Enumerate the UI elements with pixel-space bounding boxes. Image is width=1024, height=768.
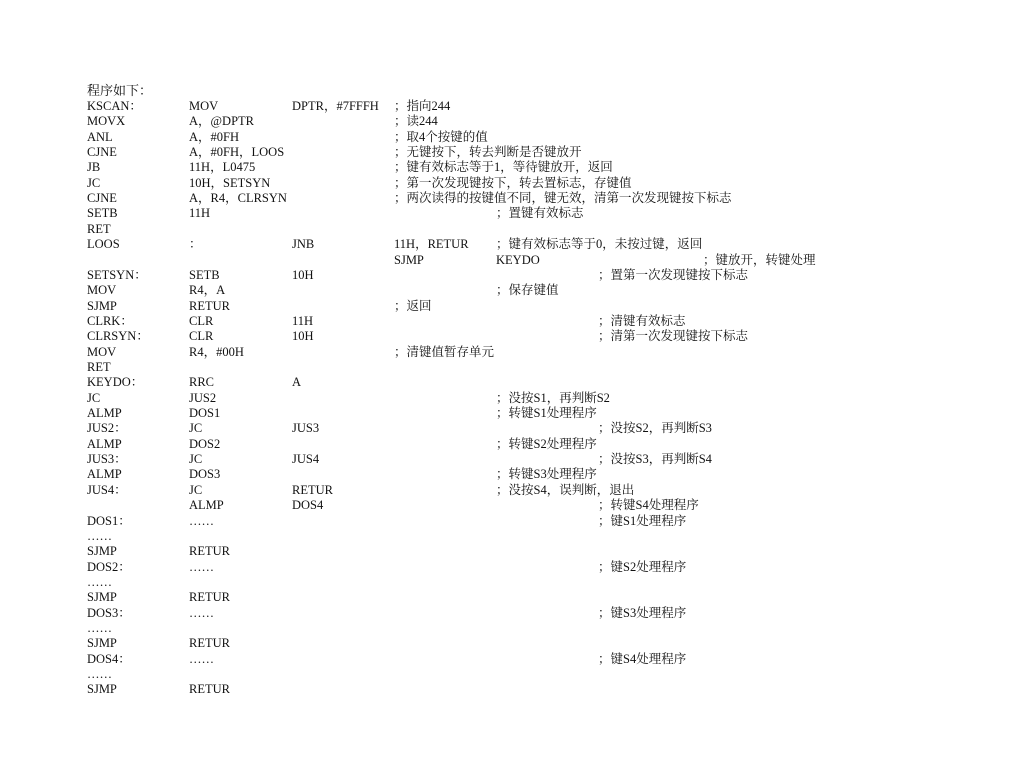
listing-cell: ；置键有效标志 bbox=[496, 206, 584, 221]
listing-cell: ；没按S4，误判断，退出 bbox=[496, 482, 635, 497]
listing-cell: MOV bbox=[87, 344, 117, 359]
listing-cell: CLR bbox=[189, 313, 214, 328]
listing-cell: SJMP bbox=[87, 544, 117, 559]
listing-cell: DOS4 bbox=[292, 498, 324, 513]
listing-cell: SJMP bbox=[87, 590, 117, 605]
listing-cell: CJNE bbox=[87, 191, 117, 206]
listing-cell: 10H，SETSYN bbox=[189, 175, 271, 190]
listing-cell: RETUR bbox=[292, 482, 333, 497]
listing-cell: JC bbox=[189, 421, 203, 436]
listing-cell: SJMP bbox=[87, 636, 117, 651]
listing-cell: DOS3： bbox=[87, 605, 131, 620]
listing-cell: CLRK： bbox=[87, 313, 133, 328]
listing-cell: ；转键S2处理程序 bbox=[496, 436, 597, 451]
listing-cell: ： bbox=[189, 237, 202, 252]
listing-cell: ；键放开，转键处理 bbox=[703, 252, 816, 267]
listing-cell: ；取4个按键的值 bbox=[394, 129, 488, 144]
listing-cell: DOS3 bbox=[189, 467, 221, 482]
listing-cell: SJMP bbox=[87, 682, 117, 697]
listing-cell: 10H bbox=[292, 329, 314, 344]
listing-cell: …… bbox=[189, 559, 214, 574]
listing-cell: ALMP bbox=[87, 467, 122, 482]
listing-cell: LOOS bbox=[87, 237, 120, 252]
listing-cell: JUS4： bbox=[87, 482, 127, 497]
listing-cell: SETB bbox=[87, 206, 118, 221]
listing-cell: ；指向244 bbox=[394, 99, 451, 113]
listing-cell: JUS2： bbox=[87, 421, 127, 436]
listing-cell: ；键S3处理程序 bbox=[598, 605, 687, 620]
listing-cell: DOS1 bbox=[189, 406, 221, 420]
listing-cell: SETB bbox=[189, 267, 220, 282]
listing-cell: 11H，RETUR bbox=[394, 237, 469, 252]
listing-cell: JC bbox=[87, 175, 101, 190]
listing-cell: ；转键S1处理程序 bbox=[496, 406, 597, 420]
listing-cell: ；两次读得的按键值不同，键无效，清第一次发现键按下标志 bbox=[394, 191, 732, 206]
listing-cell: JUS4 bbox=[292, 452, 320, 467]
listing-cell: …… bbox=[87, 620, 112, 635]
listing-cell: RETUR bbox=[189, 298, 230, 313]
listing-cell: ；键S4处理程序 bbox=[598, 651, 687, 666]
listing-cell: JUS3 bbox=[292, 421, 320, 436]
listing-cell: ；转键S4处理程序 bbox=[598, 498, 699, 513]
listing-cell: ；保存键值 bbox=[496, 283, 559, 298]
listing-cell: …… bbox=[189, 513, 214, 528]
listing-cell: ；清第一次发现键按下标志 bbox=[598, 329, 749, 344]
listing-cell: MOV bbox=[87, 283, 117, 298]
listing-cell: JNB bbox=[292, 237, 315, 252]
listing-cell: MOV bbox=[189, 99, 219, 113]
listing-cell: ；没按S1，再判断S2 bbox=[496, 390, 610, 405]
listing-cell: ；无键按下，转去判断是否键放开 bbox=[394, 145, 582, 160]
listing-cell: JC bbox=[87, 390, 101, 405]
listing-cell: JB bbox=[87, 160, 101, 175]
listing-cell: RETUR bbox=[189, 544, 230, 559]
listing-cell: …… bbox=[87, 528, 112, 543]
listing-cell: ；键有效标志等于0，未按过键，返回 bbox=[496, 237, 703, 252]
listing-cell: DOS2： bbox=[87, 559, 131, 574]
listing-cell: 11H bbox=[189, 206, 211, 221]
listing-cell: ；清键值暂存单元 bbox=[394, 344, 495, 359]
listing-cell: …… bbox=[87, 574, 112, 589]
listing-cell: KEYDO： bbox=[87, 375, 144, 390]
listing-cell: …… bbox=[189, 605, 214, 620]
listing-cell: A，R4，CLRSYN bbox=[189, 191, 287, 206]
listing-cell: CJNE bbox=[87, 145, 117, 160]
listing-cell: R4，#00H bbox=[189, 344, 244, 359]
listing-cell: A，@DPTR bbox=[189, 114, 254, 129]
listing-cell: ；键S2处理程序 bbox=[598, 559, 687, 574]
listing-cell: ALMP bbox=[189, 498, 224, 513]
listing-cell: 11H，L0475 bbox=[189, 160, 256, 175]
listing-cell: DOS2 bbox=[189, 436, 221, 451]
document-heading: 程序如下： bbox=[87, 83, 153, 98]
listing-cell: SJMP bbox=[394, 252, 424, 267]
listing-cell: KEYDO bbox=[496, 252, 540, 267]
listing-cell: JC bbox=[189, 482, 203, 497]
listing-cell: ；没按S2，再判断S3 bbox=[598, 421, 712, 436]
listing-cell: RETUR bbox=[189, 682, 230, 697]
listing-cell: A，#0FH bbox=[189, 129, 240, 144]
listing-cell: RRC bbox=[189, 375, 215, 390]
listing-cell: R4，A bbox=[189, 283, 226, 298]
listing-cell: RET bbox=[87, 359, 111, 374]
listing-cell: ；置第一次发现键按下标志 bbox=[598, 267, 749, 282]
listing-cell: JUS2 bbox=[189, 390, 217, 405]
listing-cell: ；键有效标志等于1，等待键放开，返回 bbox=[394, 160, 613, 175]
listing-cell: DOS4： bbox=[87, 651, 131, 666]
listing-cell: ALMP bbox=[87, 406, 122, 420]
listing-cell: …… bbox=[87, 666, 112, 681]
listing-cell: ；转键S3处理程序 bbox=[496, 467, 597, 482]
listing-cell: A，#0FH，LOOS bbox=[189, 145, 285, 160]
listing-cell: CLRSYN： bbox=[87, 329, 149, 344]
listing-cell: SETSYN： bbox=[87, 267, 147, 282]
listing-cell: KSCAN： bbox=[87, 99, 142, 113]
listing-cell: JC bbox=[189, 452, 203, 467]
listing-cell: JUS3： bbox=[87, 452, 127, 467]
listing-cell: 10H bbox=[292, 267, 314, 282]
listing-cell: ；第一次发现键按下，转去置标志，存键值 bbox=[394, 175, 632, 190]
listing-cell: DPTR，#7FFFH bbox=[292, 99, 379, 113]
listing-cell: …… bbox=[189, 651, 214, 666]
listing-cell: ；键S1处理程序 bbox=[598, 513, 687, 528]
listing-cell: 11H bbox=[292, 313, 314, 328]
listing-cell: ；清键有效标志 bbox=[598, 313, 686, 328]
listing-cell: RET bbox=[87, 221, 111, 236]
listing-cell: SJMP bbox=[87, 298, 117, 313]
listing-cell: ；没按S3，再判断S4 bbox=[598, 452, 712, 467]
listing-cell: RETUR bbox=[189, 636, 230, 651]
listing-cell: ANL bbox=[87, 129, 113, 144]
listing-cell: A bbox=[292, 375, 302, 390]
listing-cell: DOS1： bbox=[87, 513, 131, 528]
listing-cell: ALMP bbox=[87, 436, 122, 451]
listing-cell: CLR bbox=[189, 329, 214, 344]
listing-cell: MOVX bbox=[87, 114, 126, 129]
listing-cell: RETUR bbox=[189, 590, 230, 605]
listing-cell: ；返回 bbox=[394, 298, 432, 313]
listing-cell: ；读244 bbox=[394, 114, 438, 129]
